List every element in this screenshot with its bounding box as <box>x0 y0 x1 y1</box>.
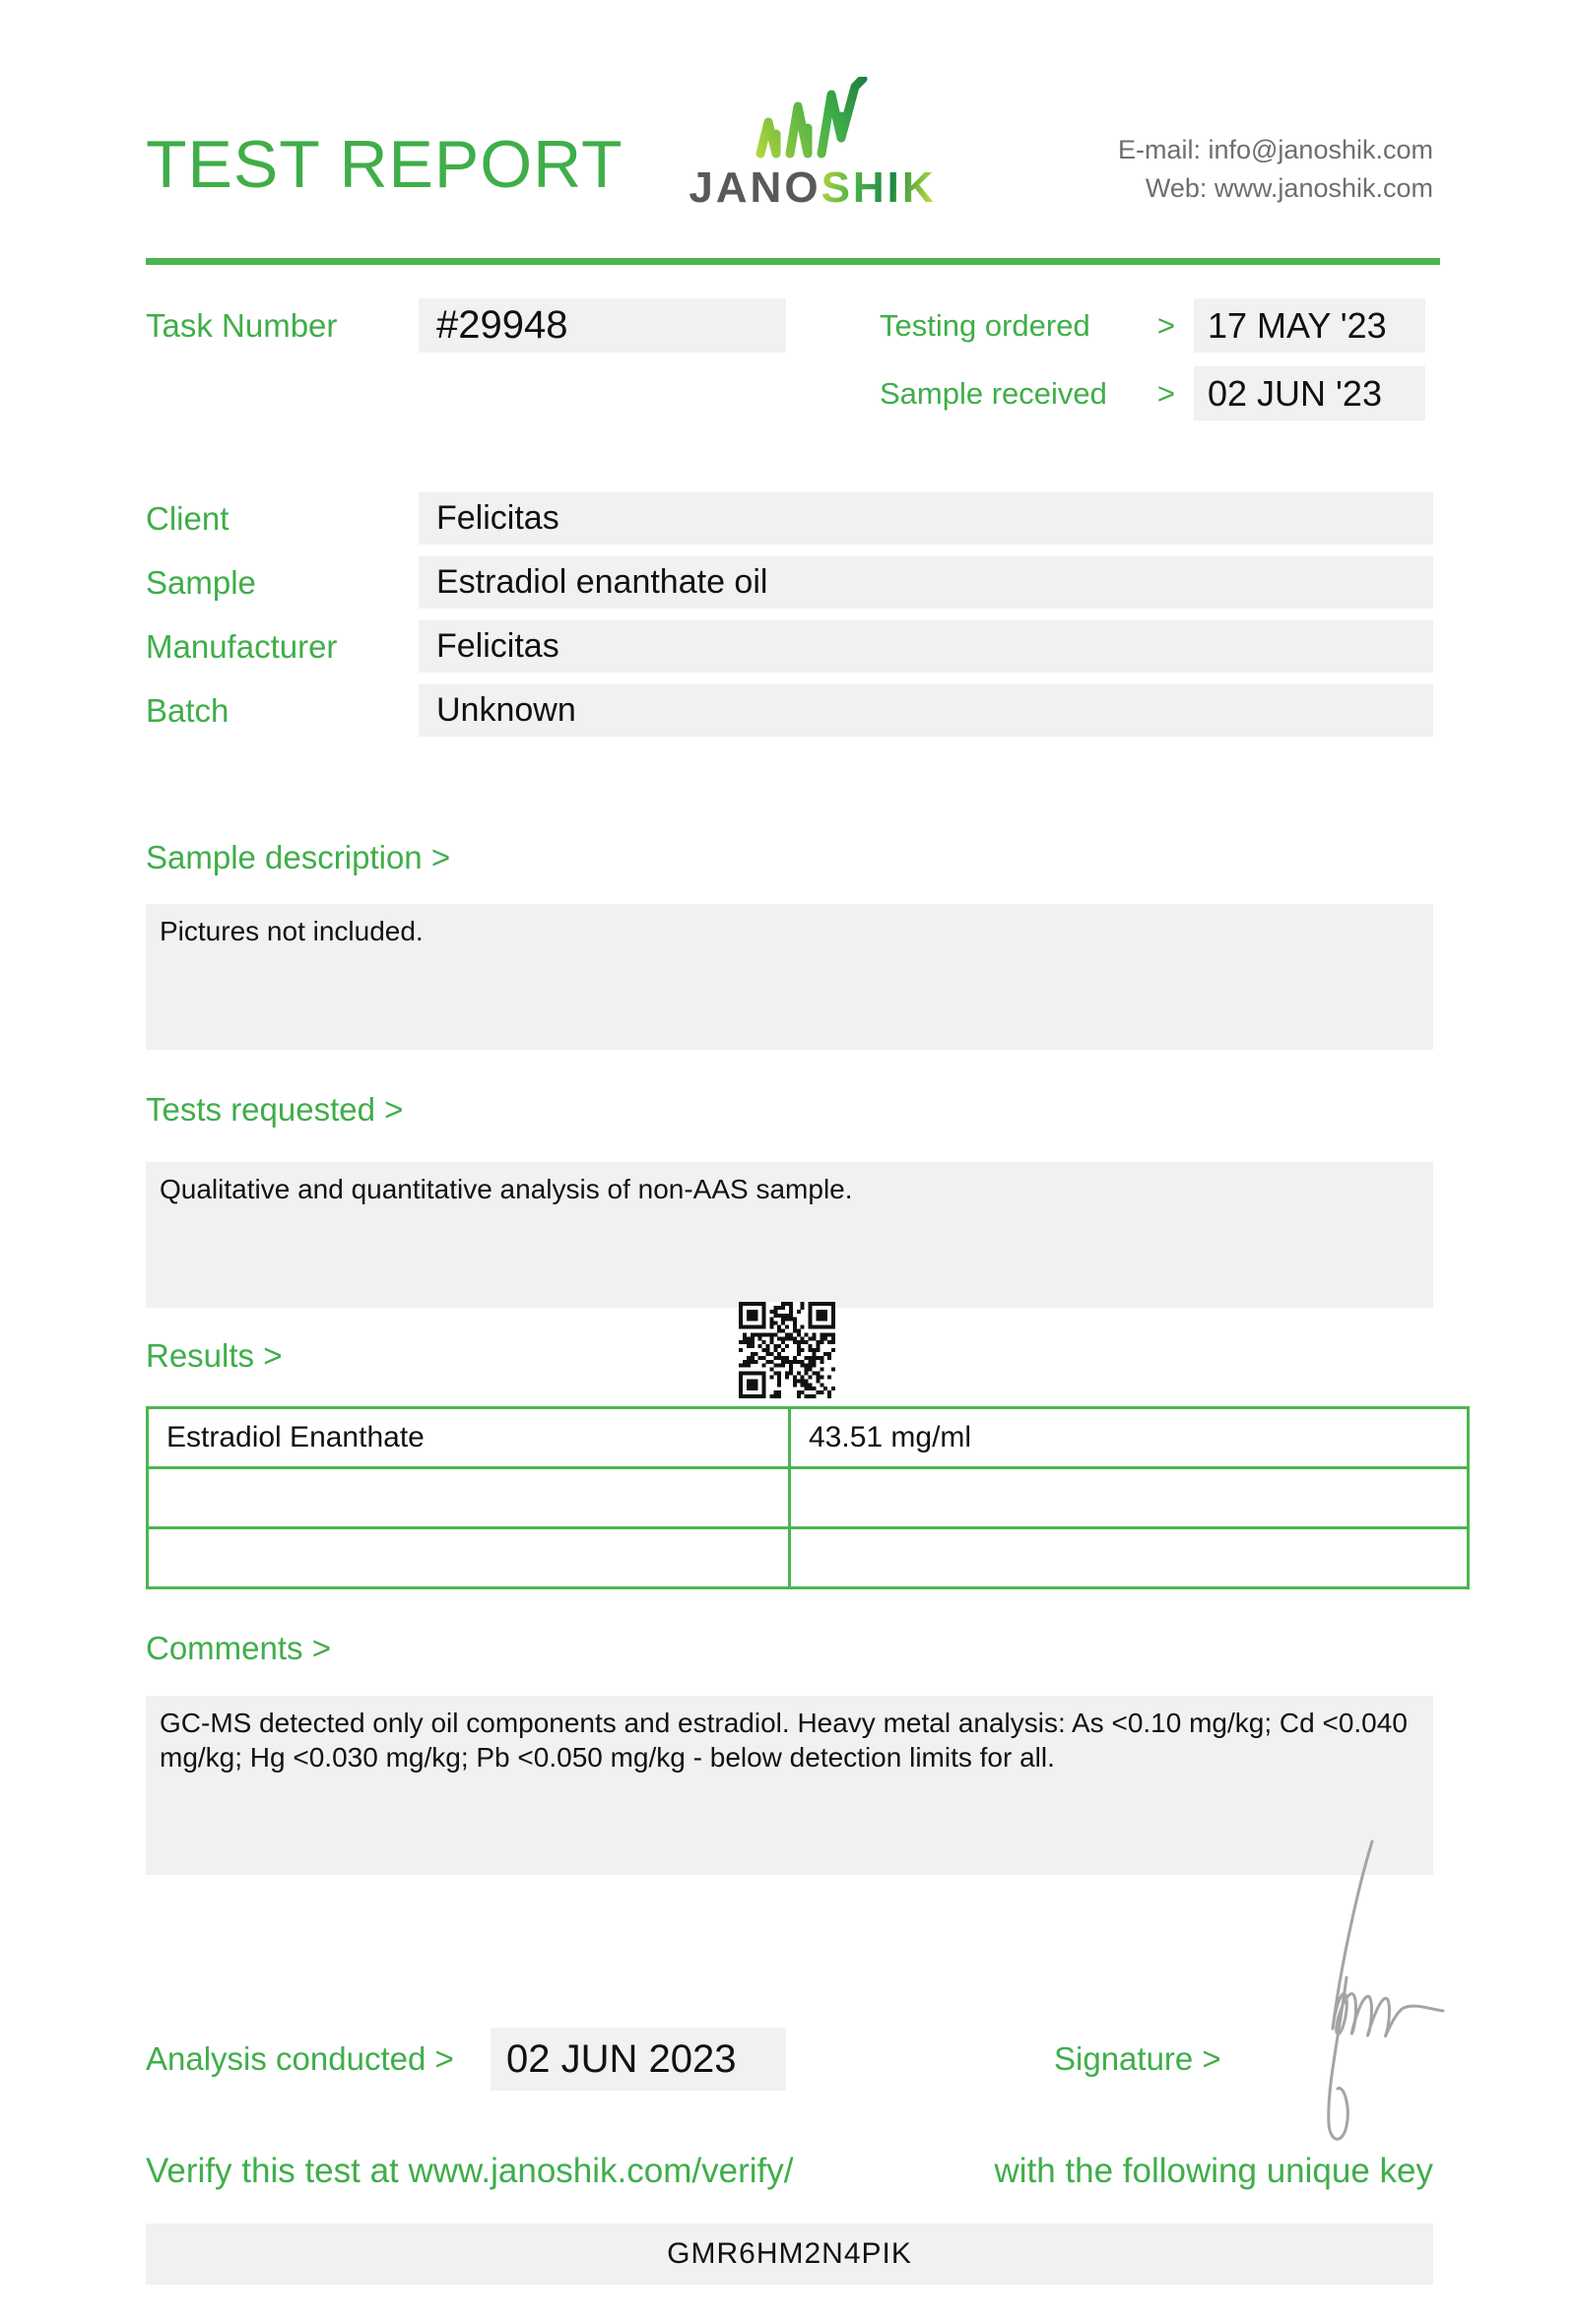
unique-key-value: GMR6HM2N4PIK <box>146 2224 1433 2285</box>
sample-received-arrow: > <box>1156 376 1175 411</box>
testing-ordered-value: 17 MAY '23 <box>1194 298 1425 353</box>
signature-label: Signature > <box>1054 2040 1221 2077</box>
comments-body: GC-MS detected only oil components and estradiol. Heavy metal analysis: As <0.10 mg/kg; Cd <0.040 mg/kg; Hg <0.030 mg/kg; Pb <0.050 mg/kg - below detection limits for all. <box>146 1696 1433 1875</box>
comments-heading: Comments > <box>146 1630 331 1666</box>
page-title: TEST REPORT <box>146 127 624 202</box>
tests-requested-body: Qualitative and quantitative analysis of non-AAS sample. <box>146 1162 1433 1308</box>
manufacturer-value: Felicitas <box>419 620 1433 673</box>
table-row <box>148 1468 1469 1528</box>
result-analyte-cell: Estradiol Enanthate <box>148 1408 790 1468</box>
logo-text-primary: JANO <box>689 163 821 212</box>
result-analyte-cell <box>148 1528 790 1588</box>
logo-wordmark <box>645 163 980 213</box>
analysis-conducted-value: 02 JUN 2023 <box>491 2028 786 2091</box>
logo-text-secondary: SHIK <box>821 163 937 212</box>
result-value-cell <box>790 1528 1469 1588</box>
results-heading: Results > <box>146 1337 283 1374</box>
contact-block <box>1118 131 1433 208</box>
client-value: Felicitas <box>419 492 1433 545</box>
testing-ordered-arrow: > <box>1156 308 1175 343</box>
table-row <box>148 1528 1469 1588</box>
table-row <box>148 1408 1469 1468</box>
result-analyte-cell <box>148 1468 790 1528</box>
contact-web: Web: www.janoshik.com <box>1145 173 1433 203</box>
batch-value: Unknown <box>419 684 1433 737</box>
sample-value: Estradiol enanthate oil <box>419 556 1433 609</box>
signature-image <box>1285 1830 1478 2160</box>
sample-description-heading: Sample description > <box>146 839 451 875</box>
verify-text-part2: with the following unique key <box>994 2152 1433 2190</box>
client-label: Client <box>146 500 230 537</box>
tests-requested-heading: Tests requested > <box>146 1091 404 1128</box>
qr-code <box>739 1302 835 1398</box>
sample-received-value: 02 JUN '23 <box>1194 366 1425 420</box>
sample-received-text: Sample received <box>880 376 1107 411</box>
result-value-cell <box>790 1468 1469 1528</box>
logo <box>645 77 980 213</box>
header-divider <box>146 258 1440 265</box>
task-number-label: Task Number <box>146 307 338 344</box>
manufacturer-label: Manufacturer <box>146 628 338 665</box>
task-number-value: #29948 <box>419 298 786 353</box>
testing-ordered-text: Testing ordered <box>880 308 1090 343</box>
sample-label: Sample <box>146 564 256 601</box>
testing-ordered-label <box>880 298 1175 353</box>
batch-label: Batch <box>146 692 230 729</box>
sample-received-label <box>880 366 1175 420</box>
result-value-cell: 43.51 mg/ml <box>790 1408 1469 1468</box>
analysis-conducted-label: Analysis conducted > <box>146 2040 454 2077</box>
verify-text-part1: Verify this test at www.janoshik.com/verify/ <box>146 2152 794 2190</box>
verify-text <box>146 2152 1433 2191</box>
sample-description-body: Pictures not included. <box>146 904 1433 1050</box>
logo-chart-icon <box>739 77 886 161</box>
contact-email: E-mail: info@janoshik.com <box>1117 135 1433 164</box>
results-table <box>146 1406 1470 1589</box>
